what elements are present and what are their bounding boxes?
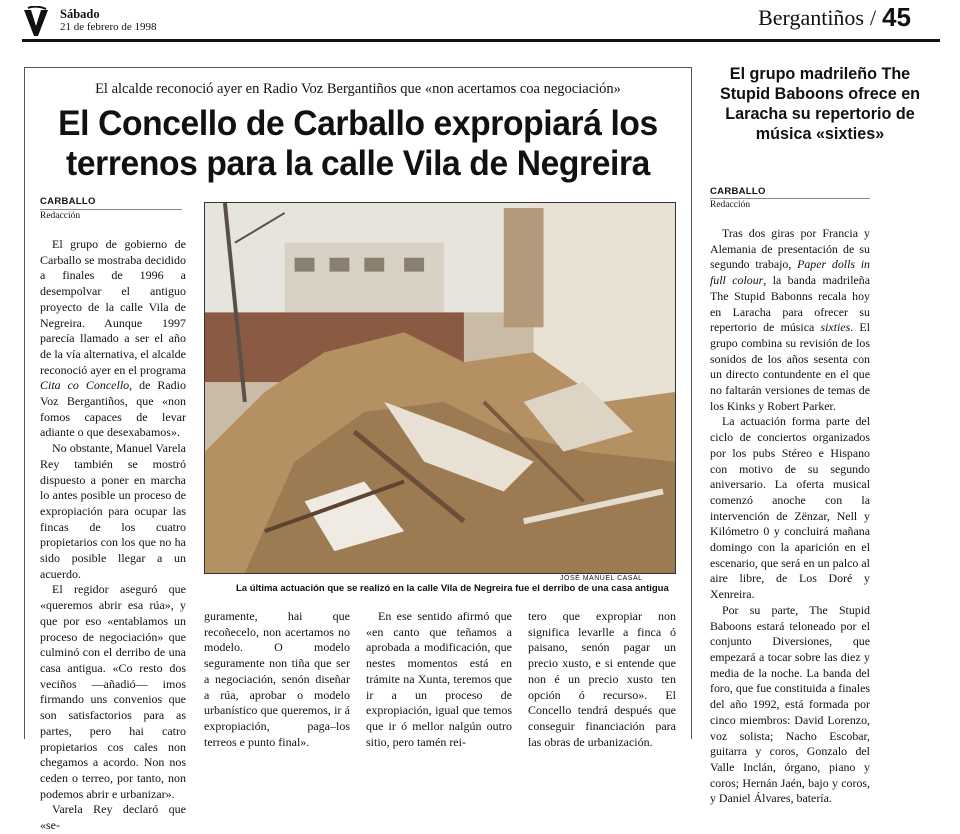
side-article-headline: El grupo madrileño The Stupid Baboons ofrece en Laracha su repertorio de música «sixties»	[719, 64, 921, 143]
paragraph: El grupo de gobierno de Carballo se mostraba decidido a finales de 1996 a desempolvar el antiguo proyecto de la calle Vila de Negreira. Aunque 1997 parecía llamado a ser el año de la vía alternativa, el alcalde reconoció ayer en el programa Cita co Concello, de Radio Voz Bergantiños, que «non fomos capaces de levar adiante o que desexabamos».	[40, 237, 186, 440]
paragraph: La actuación forma parte del ciclo de conciertos organizados por los pubs Stéreo e Hispano con motivo de su segundo aniversario. La oferta musical comenzó anoche con la intervención de Zënzar, Nell y Kilómetro 0 y concluirá mañana domingo con la aparición en el escenario, que será en un palco al aire libre, de Los Doré y Xenreira.	[710, 414, 870, 602]
paragraph: En ese sentido afirmó que «en canto que teñamos a aprobada a modificación, que nestes momentos está en trámite na Xunta, teremos que ir a un proceso de expropiación, igual que temos que ir ó mellor nalgún outro sitio, pero tamén rei-	[366, 609, 512, 749]
article-headline	[43, 104, 673, 184]
paragraph: tero que expropiar non significa levarlle a finca ó paisano, senón pagar un precio xusto, e si entende que non é un precio xusto ten opción ó recurso». El Concello tendrá después que conseguir financiación para las obras de urbanización.	[528, 609, 676, 749]
headline-line-1: El Concello de Carballo expropiará los	[58, 104, 658, 143]
newspaper-logo-icon	[22, 6, 50, 38]
header-rule	[22, 39, 940, 42]
photo-caption: La última actuación que se realizó en la calle Vila de Negreira fue el derribo de una casa antigua	[236, 583, 669, 594]
paragraph: El regidor aseguró que «queremos abrir esa rúa», y que por eso «entablamos un proceso de negociación» que culminó con el derribo de una casa antigua. «Co resto dos veciños —añadió— imos firmando uns convenios que son satisfactorios para as partes, pero hai catro propietarios cos cales non chegamos a acordo. Non nos ceden o terreo, por tanto, non podemos abrir e urbanizar».	[40, 582, 186, 801]
article-column-3	[366, 609, 512, 750]
section-title: Bergantiños	[758, 5, 864, 30]
location-rule	[40, 209, 182, 210]
paragraph: No obstante, Manuel Varela Rey también se mostró dispuesto a poner en marcha lo antes posible un proceso de expropiación para ocupar las fincas de los cuatro propietarios con los que no ha sido posible llegar a un acuerdo.	[40, 441, 186, 581]
program-name: Cita co Concello	[40, 378, 130, 393]
article-location: CARBALLO	[40, 196, 96, 207]
issue-day: Sábado	[60, 7, 100, 21]
side-article-location: CARBALLO	[710, 186, 766, 197]
article-kicker: El alcalde reconoció ayer en Radio Voz Bergantiños que «non acertamos coa negociación»	[95, 81, 621, 97]
article-column-4	[528, 609, 676, 750]
article-column-2	[204, 609, 350, 750]
page-number: 45	[882, 2, 911, 32]
issue-date: 21 de febrero de 1998	[60, 21, 157, 33]
headline-line-2: terrenos para la calle Vila de Negreira	[66, 144, 650, 183]
genre-term: sixties	[820, 320, 851, 335]
side-article-byline: Redacción	[710, 200, 751, 210]
paragraph: guramente, hai que recoñecelo, non acertamos no modelo. O modelo seguramente non tiña que ser a negociación, senón diseñar a rúa, aprobar o modelo urbanístico que queremos, ir á expropiación, paga–los terreos e punto final».	[204, 609, 350, 749]
side-article-body	[710, 226, 870, 807]
paragraph: Tras dos giras por Francia y Alemania de presentación de su segundo trabajo, Paper dolls in full colour, la banda madrileña The Stupid Babonns recala hoy en Laracha para ofrecer su repertorio de música sixties. El grupo combina su revisión de los sonidos de los años sesenta con un directo contundente en el que no faltarán versiones de temas de los Kinks y Robert Parker.	[710, 226, 871, 413]
album-title: Paper dolls in full colour	[710, 257, 870, 288]
demolition-photo	[204, 202, 676, 574]
side-location-rule	[710, 198, 870, 199]
photo-credit: JOSÉ MANUEL CASAL	[560, 575, 643, 582]
paragraph: Varela Rey declaró que «se-	[40, 802, 186, 833]
article-byline: Redacción	[40, 211, 81, 221]
header-separator: /	[870, 5, 877, 30]
paragraph: Por su parte, The Stupid Baboons estará teloneado por el conjunto Diversiones, que empezará a tocar sobre las diez y media de la noche. La banda del foro, que fue constituida a finales del año 1992, está formada por cinco miembros: David Lorenzo, voz solista; Nacho Escobar, guitarra y coros, Gonzalo del Valle Inclán, órgano, piano y coros; Hernán Jaén, bajo y coros, y Daniel Álvares, batería.	[710, 602, 870, 806]
article-column-1	[40, 237, 186, 834]
